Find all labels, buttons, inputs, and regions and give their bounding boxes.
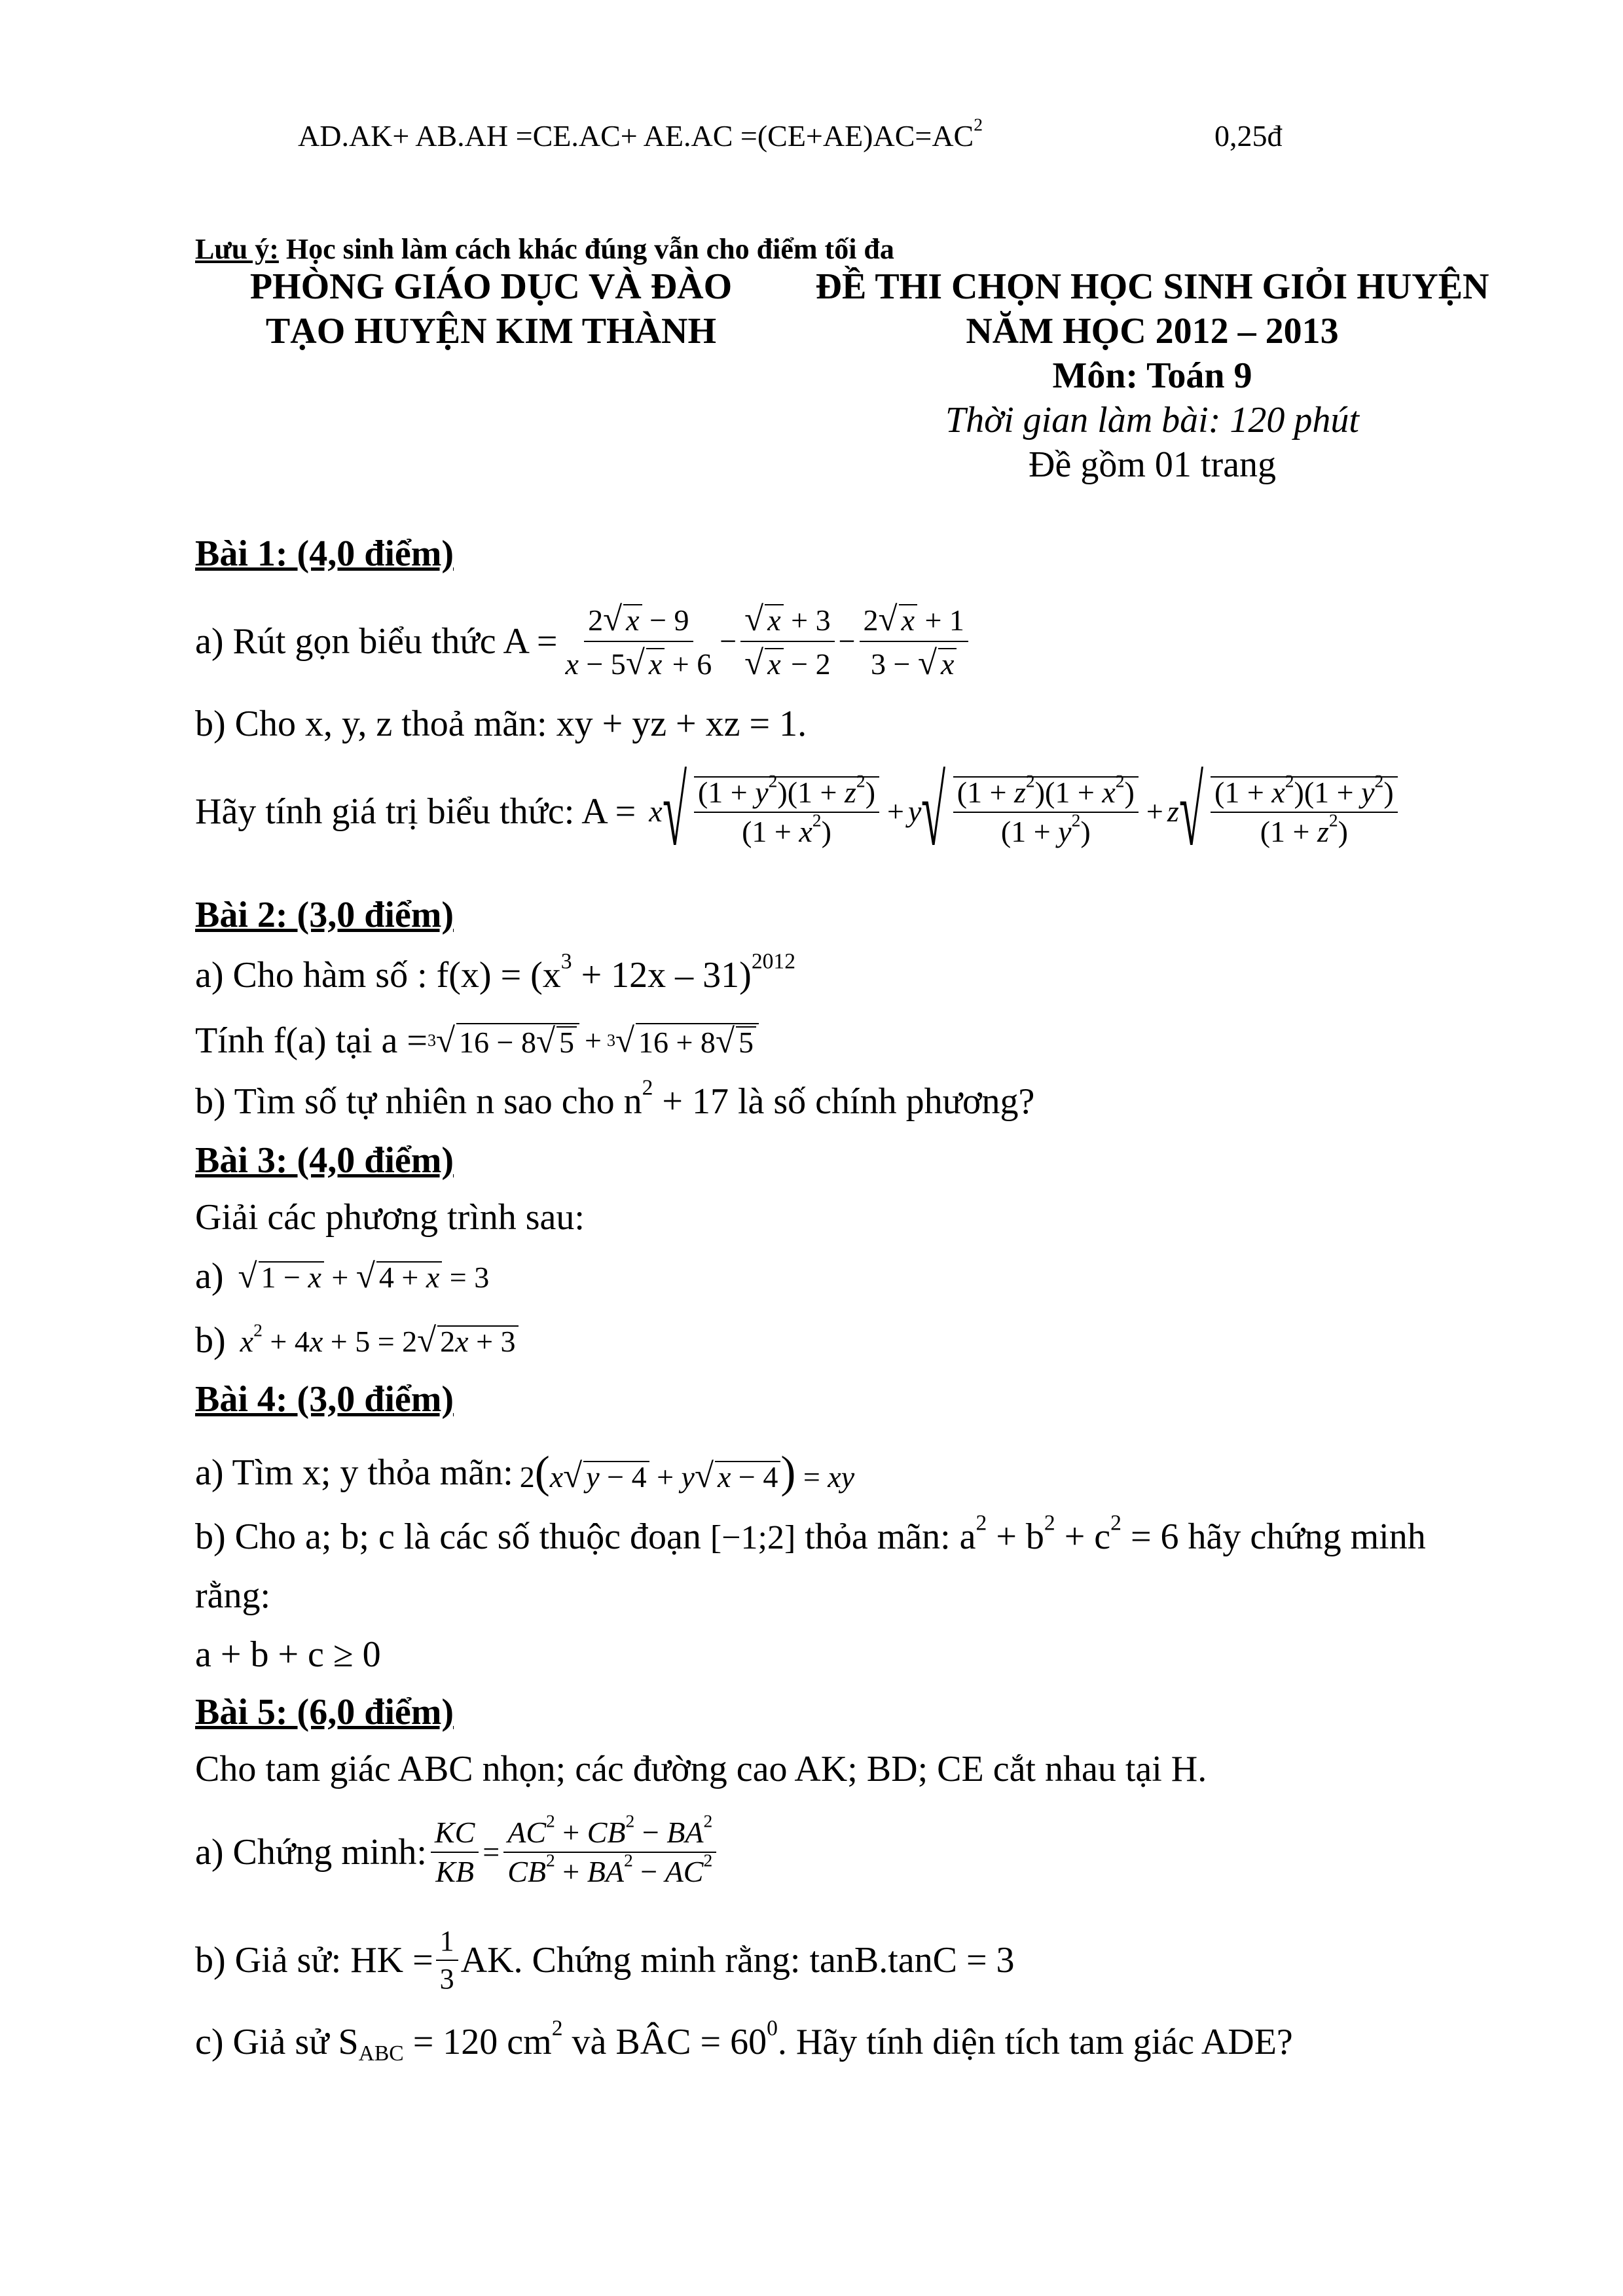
bai1-a-expression: $\frac{2√ x - 9}{x - 5√ x + 6}$ − $\frac{√ x + 3}{√ x - 2}$ − $\frac{2√ x + 1}{3 - √ x}$	[557, 602, 972, 681]
bai5-a: a) Chứng minh: $\frac{KC}{KB}$ = $\frac{AC^2 + CB^2 - BA^2}{CB^2 + BA^2 - AC^2}$	[195, 1803, 720, 1901]
bai5-a-equation: $\frac{KC}{KB}$ = $\frac{AC^2 + CB^2 - BA^2}{CB^2 + BA^2 - AC^2}$	[427, 1818, 720, 1887]
bai3-b-equation: $x^2 + 4x + 5 = 2√$ 2x + 3	[240, 1323, 519, 1358]
bai5-title: Bài 5: (6,0 điểm)	[195, 1692, 454, 1732]
prev-score: 0,25đ	[1214, 119, 1283, 152]
header-subject: Môn: Toán 9	[1052, 355, 1252, 396]
bai3-intro: Giải các phương trình sau:	[195, 1197, 585, 1238]
bai2-a: a) Cho hàm số : $f(x) = (x^3 + 12x - 31)^{2012}$	[195, 949, 795, 996]
bai1-b-expression: x √ $\frac{(1 + y^2)(1 + z^2)}{(1 + x^2)}$ + y √ $\frac{(1 + z^2)(1 + x^2)}{(1 + y^2)}$ + z √ $\frac{(1 + x^2)(1 + y^2)}{(1 + z^2)}$	[649, 762, 1401, 861]
bai4-b: b) Cho a; b; c là các số thuộc đoạn [−1;2] thỏa mãn: $a^2 + b^2 + c^2 = 6$ hãy chứng minh	[195, 1511, 1426, 1557]
bai5-intro: Cho tam giác ABC nhọn; các đường cao AK; BD; CE cắt nhau tại H.	[195, 1749, 1207, 1789]
bai1-b2: Hãy tính giá trị biểu thức: A = x √ $\frac{(1 + y^2)(1 + z^2)}{(1 + x^2)}$ + y √ $\frac{(1 + z^2)(1 + x^2)}{(1 + y^2)}$ + z √ $\frac{(1 + x^2)(1 + y^2)}{(1 + z^2)}$	[195, 762, 1402, 861]
bai5-b: b) Giả sử: HK = $\frac{1}{3}$ AK. Chứng minh rằng: tanB.tanC = 3	[195, 1925, 1015, 1995]
note: Lưu ý: Học sinh làm cách khác đúng vẫn cho điểm tối đa	[195, 233, 894, 265]
bai1-title: Bài 1: (4,0 điểm)	[195, 533, 454, 574]
bai5-c: c) Giả sử $S_{ABC} = 120$ $cm^2$ và BÂC = $60^0$. Hãy tính diện tích tam giác ADE?	[195, 2016, 1293, 2066]
bai4-interval: [−1;2]	[710, 1519, 796, 1556]
header-pages: Đề gồm 01 trang	[1029, 444, 1276, 485]
header-time: Thời gian làm bài: 120 phút	[945, 400, 1359, 440]
bai2-a2: Tính f(a) tại a = 3 √ 16 − 8√ 5 + 3 √ 16 + 8√ 5	[195, 1022, 759, 1059]
bai3-b: b) $x^2 + 4x + 5 = 2√$ 2x + 3	[195, 1322, 519, 1359]
bai5-b-fraction: $\frac{1}{3}$	[436, 1927, 458, 1994]
bai4-title: Bài 4: (3,0 điểm)	[195, 1379, 454, 1420]
prev-equation: $AD.AK+ AB.AH =CE.AC+ AE.AC =(CE+AE)AC=AC^2$	[298, 114, 983, 152]
bai3-a: a) √ 1 − x + √ 4 + x = 3	[195, 1256, 490, 1297]
bai1-b: b) Cho x, y, z thoả mãn: xy + yz + xz = 1.	[195, 704, 807, 744]
header-right-line1: ĐỀ THI CHỌN HỌC SINH GIỎI HUYỆN	[815, 266, 1489, 307]
bai4-b-line2: rằng:	[195, 1575, 271, 1616]
bai1-a: a) Rút gọn biểu thức A = $\frac{2√ x - 9}{x - 5√ x + 6}$ − $\frac{√ x + 3}{√ x - 2}$ − $\frac{2√ x + 1}{3 - √ x}$	[195, 592, 972, 691]
header-left-line2: TẠO HUYỆN KIM THÀNH	[265, 311, 717, 351]
bai4-b-line3: a + b + c ≥ 0	[195, 1634, 381, 1675]
bai4-a: a) Tìm x; y thỏa mãn: 2(x√ y − 4 + y√ x − 4) = xy	[195, 1447, 855, 1497]
bai2-title: Bài 2: (3,0 điểm)	[195, 895, 454, 935]
bai2-a-value: 3 √ 16 − 8√ 5 + 3 √ 16 + 8√ 5	[428, 1023, 759, 1059]
header-left-line1: PHÒNG GIÁO DỤC VÀ ĐÀO	[249, 266, 733, 307]
bai4-a-equation: 2(x√ y − 4 + y√ x − 4) = xy	[519, 1447, 855, 1497]
bai2-b: b) Tìm số tự nhiên n sao cho $n^2 + 17$ là số chính phương?	[195, 1075, 1035, 1122]
bai3-title: Bài 3: (4,0 điểm)	[195, 1140, 454, 1181]
header-right-line2: NĂM HỌC 2012 – 2013	[966, 311, 1339, 351]
bai3-a-equation: √ 1 − x + √ 4 + x = 3	[238, 1257, 490, 1295]
